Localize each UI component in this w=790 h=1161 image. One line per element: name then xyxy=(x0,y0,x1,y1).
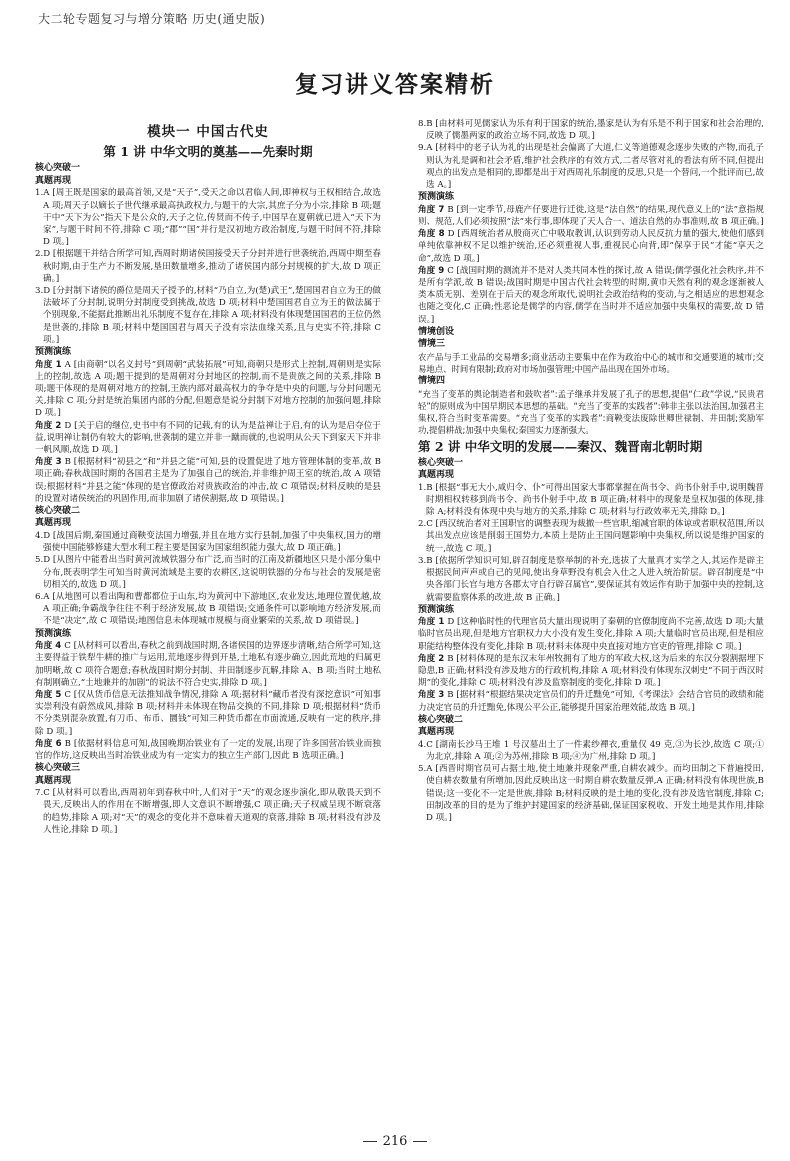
section-label: 情境三 xyxy=(418,339,446,350)
angle-text: B [材料体现的是东汉末年州牧拥有了地方的军政大权,这为后来的东汉分裂割据埋下隐患,B 正确;材料没有涉及地方的行政机构,排除 A 项;材料没有体现东汉刺史“不同于西汉时期”的变化,排除 C 项;材料没有涉及监察制度的变化,排除 D 项。] xyxy=(418,653,764,689)
section-label: 真题再现 xyxy=(418,727,455,738)
angle-answer xyxy=(418,689,764,713)
left-answer-list xyxy=(35,162,381,836)
dash-left xyxy=(363,1141,377,1142)
running-head: 大二轮专题复习与增分策略 历史(通史版) xyxy=(38,12,266,26)
angle-text: C [仅从货币信息无法推知战争情况,排除 A 项;据材料“藏币者没有深挖意识”可知事实崇利没有蔚然成风,排除 B 项;材料并未体现在物品交换的不同,排除 D 项;根据材料“货币不分类别混杂放置,有刀币、布币、圜钱”可知三种货币都在市面流通,反映有一定的秩序,排除 D 项。] xyxy=(35,689,381,737)
angle-text: C [战国时期的测流并不是对人类共同本性的探讨,故 A 错误;儒学强化社会秩序,并不是所有学派,故 B 错误;战国时期是中国古代社会转型的时期,黄巾天然有利的观念逐渐被人类本质无别、差别在于后天的观念所取代,说明社会政治结构的变动,与之相适应的思想观念也随之变化,C 正确;性恶论是儒学的内容,儒学在当时并不适应加强中央集权的需要,故 D 错误。] xyxy=(418,265,764,325)
answer-item: 9.A [材料中的老子认为礼的出现是社会偏离了大道,仁义等道德观念逐步失败的产物,而孔子则认为礼是调和社会矛盾,维护社会秩序的有效方式,二者尽管对礼的看法有所不同,但提出观点的出发点是相同的,即都是出于对西周礼乐制度的反思,只是一个替问,一个批评而已,故选 A。] xyxy=(418,143,764,191)
angle-tag: 角度 9 xyxy=(418,265,445,276)
page-title: 复习讲义答案精析 xyxy=(295,71,495,98)
angle-answer xyxy=(35,456,381,505)
angle-answer xyxy=(418,265,764,326)
module-heading: 模块一 中国古代史 xyxy=(147,124,269,140)
angle-text: D [西周统治者从殷商灭亡中吸取教训,认识到劳动人民反抗力量的强大,使他们感到单纯依靠神权不足以维护统治,还必须重视人事,重视民心向背,即“保享于民”才能“享天之命”,故选 D 项。] xyxy=(418,229,764,264)
answer-item: 3.B [依据所学知识可知,辟召制度是察举制的补充,选拔了大量真才实学之人,其运作是辟主根据民间声声或自己的见闻,使出身草野没有机会入仕之人进入统治阶层。辟召制度是“中央各部门长官与地方各郡太守自行辟召属官”,要保证其有效运作有助于加强中央的控制,这就需要监察体系的改进,故 B 正确。] xyxy=(418,555,764,603)
angle-text: C [从材料可以看出,春秋之前到战国时期,各诸侯国的边界逐步清晰,结合所学可知,这主要得益于铁犁牛耕的推广与运用,荒地逐步得到开垦,土地私有逐步确立,因此荒地的归属更加明晰,故 C 项符合题意;春秋战国时期分封制、井田制逐步瓦解,排除 A、B 项;当时土地私有制刚确立,“土地兼并的加剧”的说法不符合史实,排除 D 项。] xyxy=(35,641,381,688)
right-answer-list xyxy=(418,118,764,824)
angle-text: B [据材料“根据结果决定官员们的升迁黜免”可知,《考课法》会结合官员的政绩和能力决定官员的升迁黜免,体现公平公正,能够提升国家治理效能,故选 B 项。] xyxy=(418,690,764,713)
angle-answer xyxy=(418,228,764,265)
scenario-text: 农产品与手工业品的交易增多;商业活动主要集中在作为政治中心的城市和交通要道的城市;交易地点、时间有限制;政府对市场加强管理;中国产品出现在国外市场。 xyxy=(418,351,764,374)
answer-item: 8.B [由材料可见儒家认为乐有利于国家的统治,墨家是认为有乐是不利于国家和社会治理的,反映了儒墨两家的政治立场不同,故选 D 项。] xyxy=(418,119,764,142)
angle-tag: 角度 7 xyxy=(418,204,445,215)
answer-item: 4.C [湖南长沙马王堆 1 号汉墓出土了一件素纱襌衣,重量仅 49 克,③为长沙,故选 C 项;①为北京,排除 A 项;②为苏州,排除 B 项;④为广州,排除 D 项。] xyxy=(418,739,764,763)
angle-answer xyxy=(35,640,381,689)
angle-tag: 角度 6 xyxy=(35,738,62,749)
section-label: 真题再现 xyxy=(35,175,72,186)
angle-tag: 角度 1 xyxy=(418,617,445,628)
answer-item: 5.D [从图片中能看出当时黄河流域铁器分布广泛,而当时的江南及新疆地区只是小部分集中分布,既表明学生可知当时黄河流域是主要的农耕区,这说明铁器的分布与社会的发展是密切相关的,故选 D 项。] xyxy=(35,555,381,590)
section-label: 情境创设 xyxy=(418,326,455,337)
angle-answer xyxy=(418,616,764,653)
answer-item: 5.A [西晋时期官员可占据土地,使土地兼并现象严重,自耕农减少。而均田制之下普遍授田,使自耕农数量有所增加,因此反映出这一时期自耕农数量反弹,A 正确;材料没有体现世族,B 错误;这一变化不一定是世族,排除 B;材料反映的是土地的变化,没有涉及选官制度,排除 C;田制改革的目的是为了维护封建国家的经济基础,保证国家税收、开发土地是其作用,排除 D 项。] xyxy=(418,764,764,824)
answer-item: 1.A [周王既是国家的最高首领,又是“天子”,受天之命以君临人间,即神权与王权相结合,故选 A 项;周天子以嫡长子世代继承最高执政权力,与题干的大宗,其庶子分为小宗,排除 B 项;题干中“天下为公”指天下是公众的,天子之位,传贤而不传子,中国早在夏朝就已进入“天下为家”,与题干时间不符,排除 C 项;“郡”“国”并行是汉初地方政治制度,与题干时间不符,排除 D 项。] xyxy=(35,188,381,248)
angle-answer xyxy=(35,689,381,738)
scenario-text: “充当了变革的舆论制造者和鼓吹者”:孟子继承并发展了孔子的思想,提倡“仁政”学说,“民贵君轻”的原则成为中国早期民本思想的基础。“充当了变革的实践者”:韩非主张以法治国,加强君主集权,符合当时变革需要。“充当了变革的实践者”:商鞅变法废除世卿世禄制、井田制;奖励军功,提倡耕战;加强中央集权;秦国实力逐渐强大。 xyxy=(418,388,764,436)
angle-tag: 角度 8 xyxy=(418,229,445,240)
dash-right xyxy=(413,1141,427,1142)
left-column xyxy=(35,120,381,836)
section-label: 真题再现 xyxy=(418,470,455,481)
angle-tag: 角度 5 xyxy=(35,689,62,700)
angle-text: D [这种临时性的代理官员大量出现说明了秦朝的官僚制度尚不完善,故选 D 项;大量临时官员出现,但是地方官职权力大小没有发生变化,排除 A 项;大量临时官员出现,但是相应职能结构整体没有变化,排除 B 项;材料未体现中央直接对地方官吏的管理,排除 C 项。] xyxy=(418,617,764,652)
answer-item: 2.D [根据题干并结合所学可知,西周时期诸侯国接受天子分封并进行世袭统治,西周中期至春秋时期,由于生产力不断发展,垦田数量增多,推动了诸侯国内部分封规模的扩大,故 D 项正确。] xyxy=(35,249,381,284)
answer-item: 6.A [从地图可以看出陶和曹都都位于山东,均为黄河中下游地区,农业发达,地理位置优越,故 A 项正确;争霸战争往往不利于经济发展,故 B 项错误;交通条件可以影响地方经济发展,而不是“决定”,故 C 项错误;地图信息未体现城市规模与商业繁荣的关系,故 D 项错误。] xyxy=(35,592,381,627)
angle-text: B [根据材料“初县之”和“并县之能”可知,县的设置促进了地方管理体制的变革,故 B 项正确;春秋战国时期的各国君主是为了加强自己的统治,并非维护周王室的统治,故 A 项错误;根据材料“并县之能”体现的是官僚政治对贵族政治的冲击,故 C 项错误;材料反映的是县的设置对诸侯统治的巩固作用,而非加剧了诸侯割据,故 D 项错误。] xyxy=(35,457,381,504)
section-label: 核心突破一 xyxy=(418,457,464,468)
angle-text: B [依据材料信息可知,战国晚期冶铁业有了一定的发展,出现了许多国营冶铁业而独官的作坊,这反映出当时冶铁业成为有一定实力的独立生产部门,因此 B 选项正确。] xyxy=(35,738,381,761)
angle-tag: 角度 3 xyxy=(35,457,62,468)
right-column xyxy=(418,118,764,824)
page-number xyxy=(0,1134,790,1149)
answer-item: 1.B [根据“事无大小,咸归令、仆”可得出国家大事都掌握在尚书令、尚书仆射手中,说明魏晋时期相权转移到尚书令、尚书仆射手中,故 B 项正确;材料中的现象是皇权加强的体现,排除 A;材料没有体现中央与地方的关系,排除 C 项;材料与行政效率无关,排除 D。] xyxy=(418,482,764,518)
section-label: 预测演练 xyxy=(418,604,455,615)
answer-item: 4.D [战国后期,秦国通过商鞅变法国力增强,并且在地方实行县制,加强了中央集权,国力的增强使中国能够修建大型水利工程主要是国家为国家组织能力强大,故 D 项正确。] xyxy=(35,530,381,554)
lecture-heading: 第 2 讲 中华文明的发展——秦汉、魏晋南北朝时期 xyxy=(418,439,703,455)
section-label: 预测演练 xyxy=(35,628,72,639)
section-label: 真题再现 xyxy=(35,775,72,786)
angle-answer xyxy=(418,204,764,228)
angle-tag: 角度 2 xyxy=(418,653,445,664)
angle-tag: 角度 3 xyxy=(418,690,445,701)
section-label: 情境四 xyxy=(418,376,446,387)
angle-text: A [由商朝“以名义封号”到周朝“武装拓展”可知,商朝只是形式上控制,周朝则是实际上的控制,故选 A 项;题干提到的是周朝对分封地区的控制,而不是贵族之间的关系,排除 B 项;题干体现的是周朝对地方的控制,王族内部对最高权力的争夺是中央的问题,与分封问题无关,排除 C 项;分封是统治集团内部的分配,但题意是说分封制下对地方控制的加强问题,排除 D 项。] xyxy=(35,359,381,419)
page-number-text: 216 xyxy=(382,1134,408,1149)
section-label: 核心突破三 xyxy=(35,763,81,774)
angle-tag: 角度 2 xyxy=(35,420,62,431)
section-label: 预测演练 xyxy=(35,347,72,358)
angle-tag: 角度 4 xyxy=(35,641,62,652)
section-label: 核心突破二 xyxy=(35,505,81,516)
angle-text: B [到一定季节,母鹿产仔要进行迁徙,这是“法自然”的结果,现代意义上的“法”意指规则、规范,人们必须按照“法”来行事,即体现了天人合一、道法自然的办事准则,故 B 项正确。] xyxy=(418,204,764,227)
section-label: 核心突破一 xyxy=(35,163,81,174)
angle-tag: 角度 1 xyxy=(35,359,62,370)
angle-answer xyxy=(418,653,764,690)
angle-answer xyxy=(35,738,381,762)
answer-item: 3.D [分封制下诸侯的爵位是周天子授予的,材料“乃自立,为(楚)武王”,楚国国君自立为王的做法破坏了分封制,说明分封制度受到挑战,故选 D 项;材料中楚国国君自立为王的做法属于个别现象,不能据此推断出礼乐制度不复存在,排除 A 项;材料没有体现楚国国君的王位仍然是世袭的,排除 B 项;材料中楚国国君与周天子没有宗法血缘关系,且与史实不符,排除 C 项。] xyxy=(35,286,381,345)
lecture-heading: 第 1 讲 中华文明的奠基——先秦时期 xyxy=(103,144,313,160)
section-label: 真题再现 xyxy=(35,518,72,529)
angle-text: D [关于启的继位,史书中有不同的记载,有的认为是益禅让于启,有的认为是启夺位于益,说明禅让制仍有较大的影响,世袭制的建立并非一蹴而就的,也说明从公天下到家天下并非一帆风顺,故选 D 项。] xyxy=(35,420,381,455)
section-label: 核心突破二 xyxy=(418,714,464,725)
angle-answer xyxy=(35,420,381,457)
section-label: 预测演练 xyxy=(418,192,455,203)
angle-answer xyxy=(35,359,381,420)
answer-item: 7.C [从材料可以看出,西周初年到春秋中叶,人们对于“天”的观念逐步演化,即从敬畏天到不畏天,反映出人的作用在不断增强,即人文意识不断增强,C 项正确;天子权威呈现不断衰落的趋势,排除 A 项;对“天”的观念的变化并不意味着天道观的衰落,排除 B 项;材料没有涉及人性论,排除 D 项。] xyxy=(35,788,381,835)
answer-item: 2.C [西汉统治者对王国职官的调整表现为裁撤一些官职,缩减官职的体谅或者职权范围,所以其出发点应该是削弱王国势力,本质上是防止王国问题影响中央集权,所以说是维护国家的统一,故选 C 项。] xyxy=(418,519,764,554)
